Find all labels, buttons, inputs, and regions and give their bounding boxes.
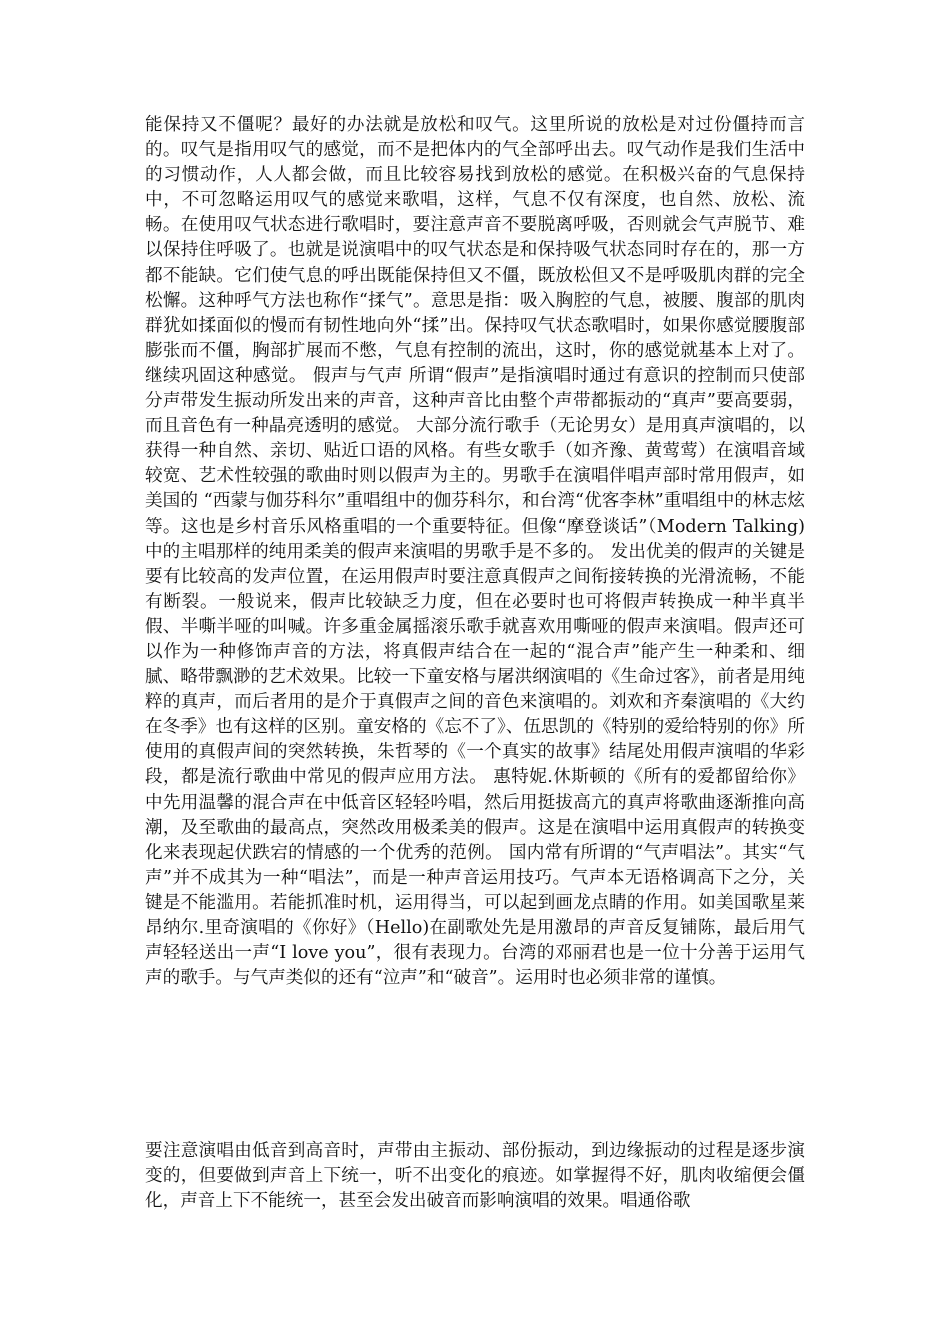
body-paragraph-1: 能保持又不僵呢？最好的办法就是放松和叹气。这里所说的放松是对过份僵持而言的。叹气是指用叹气的感觉，而不是把体内的气全部呼出去。叹气动作是我们生活中的习惯动作，人人都会做，而且比较容易找到放松的感觉。在积极兴奋的气息保持中，不可忽略运用叹气的感觉来歌唱，这样，气息不仅有深度，也自然、放松、流畅。在使用叹气状态进行歌唱时，要注意声音不要脱离呼吸，否则就会气声脱节、难以保持住呼吸了。也就是说演唱中的叹气状态是和保持吸气状态同时存在的，那一方都不能缺。它们使气息的呼出既能保持但又不僵，既放松但又不是呼吸肌肉群的完全松懈。这种呼气方法也称作“揉气”。意思是指：吸入胸腔的气息，被腰、腹部的肌肉群犹如揉面似的慢而有韧性地向外“揉”出。保持叹气状态歌唱时，如果你感觉腰腹部膨张而不僵，胸部扩展而不憋，气息有控制的流出，这时，你的感觉就基本上对了。继续巩固这种感觉。 假声与气声 所谓“假声”是指演唱时通过有意识的控制而只使部分声带发生振动所发出来的声音，这种声音比由整个声带都振动的“真声”要高要弱，而且音色有一种晶亮透明的感觉。 大部分流行歌手（无论男女）是用真声演唱的，以获得一种自然、亲切、贴近口语的风格。有些女歌手（如齐豫、黄莺莺）在演唱音域较宽、艺术性较强的歌曲时则以假声为主的。男歌手在演唱伴唱声部时常用假声，如美国的 “西蒙与伽芬科尔”重唱组中的伽芬科尔，和台湾“优客李林”重唱组中的林志炫等。这也是乡村音乐风格重唱的一个重要特征。但像“摩登谈话”（Modern Talking)中的主唱那样的纯用柔美的假声来演唱的男歌手是不多的。 发出优美的假声的关键是要有比较高的发声位置，在运用假声时要注意真假声之间衔接转换的光滑流畅，不能有断裂。一般说来，假声比较缺乏力度，但在必要时也可将假声转换成一种半真半假、半嘶半哑的叫喊。许多重金属摇滚乐歌手就喜欢用嘶哑的假声来演唱。假声还可以作为一种修饰声音的方法，将真假声结合在一起的“混合声”能产生一种柔和、细腻、略带飘渺的艺术效果。比较一下童安格与屠洪纲演唱的《生命过客》，前者是用纯粹的真声，而后者用的是介于真假声之间的音色来演唱的。刘欢和齐秦演唱的《大约在冬季》也有这样的区别。童安格的《忘不了》、伍思凯的《特别的爱给特别的你》所使用的真假声间的突然转换，朱哲琴的《一个真实的故事》结尾处用假声演唱的华彩段，都是流行歌曲中常见的假声应用方法。 惠特妮.休斯顿的《所有的爱都留给你》中先用温馨的混合声在中低音区轻轻吟唱，然后用挺拔高亢的真声将歌曲逐渐推向高潮，及至歌曲的最高点，突然改用极柔美的假声。这是在演唱中运用真假声的转换变化来表现起伏跌宕的情感的一个优秀的范例。 国内常有所谓的“气声唱法”。其实“气声”并不成其为一种“唱法”，而是一种声音运用技巧。气声本无语格调高下之分，关键是不能滥用。若能抓准时机，运用得当，可以起到画龙点睛的作用。如美国歌星莱昂纳尔.里奇演唱的《你好》（Hello)在副歌处先是用激昂的声音反复铺陈，最后用气声轻轻送出一声“I love you”，很有表现力。台湾的邓丽君也是一位十分善于运用气声的歌手。与气声类似的还有“泣声”和“破音”。运用时也必须非常的谨慎。 xyxy=(145,115,805,989)
body-paragraph-2: 要注意演唱由低音到高音时，声带由主振动、部份振动，到边缘振动的过程是逐步演变的，但要做到声音上下统一，听不出变化的痕迹。如掌握得不好，肌肉收缩便会僵化，声音上下不能统一，甚至会发出破音而影响演唱的效果。唱通俗歌 xyxy=(145,1141,805,1212)
